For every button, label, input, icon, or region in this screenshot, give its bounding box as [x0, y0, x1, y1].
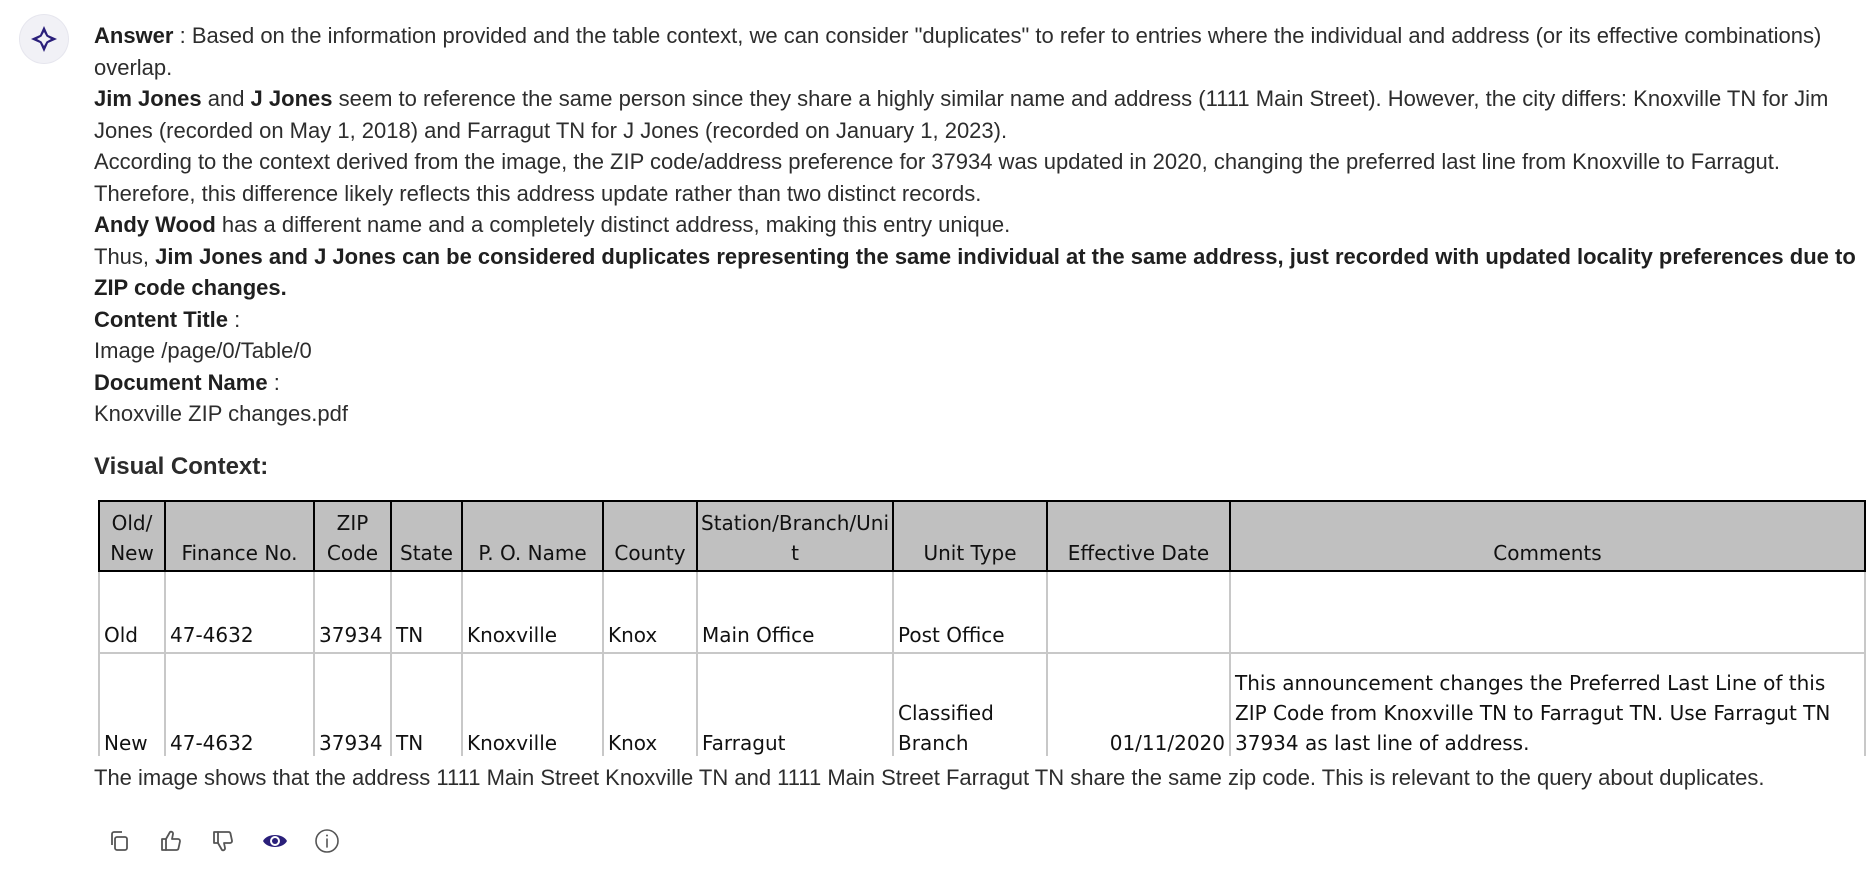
wood-explanation: has a different name and a completely distinct address, making this entry unique. [215, 212, 1011, 237]
dislike-button[interactable] [208, 826, 238, 856]
content-title-sep: : [228, 306, 241, 332]
zip-change-table [98, 500, 1866, 756]
like-button[interactable] [156, 826, 186, 856]
answer-intro-text: : Based on the information provided and the table context, we can consider "duplicates" to refer to entries where the individual and address (or its effective combinations) overlap. [94, 23, 1822, 80]
answer-label: Answer [94, 23, 174, 48]
table-cell: Classified Branch [893, 653, 1047, 756]
document-name-value: Knoxville ZIP changes.pdf [94, 401, 348, 426]
table-row [99, 653, 1865, 756]
answer-conclusion [94, 241, 1869, 304]
conclusion-text: Jim Jones and J Jones can be considered duplicates representing the same individual at the same address, just recorded with updated locality preferences due to ZIP code changes. [94, 243, 1856, 300]
assistant-avatar [20, 15, 68, 63]
visual-context-caption: The image shows that the address 1111 Main Street Knoxville TN and 1111 Main Street Farragut TN share the same zip code. This is relevant to the query about duplicates. [94, 765, 1765, 790]
table-cell: 37934 [314, 571, 391, 653]
table-row [99, 571, 1865, 653]
table-cell [1047, 571, 1230, 653]
table-header-row [99, 501, 1865, 571]
document-name-sep: : [267, 369, 280, 395]
table-cell [1230, 571, 1865, 653]
visual-context-title: Visual Context: [94, 453, 269, 480]
conjunction: and [201, 86, 251, 111]
table-cell: This announcement changes the Preferred Last Line of this ZIP Code from Knoxville TN to Farragut TN. Use Farragut TN 37934 as last line of address. [1230, 653, 1865, 756]
visual-context-image [98, 500, 1866, 756]
info-button[interactable] [312, 826, 342, 856]
table-cell: TN [391, 653, 462, 756]
table-cell: 37934 [314, 653, 391, 756]
table-header-cell: Old/ New [99, 501, 165, 571]
content-title-label: Content Title [94, 306, 229, 332]
table-header-cell: Effective Date [1047, 501, 1230, 571]
name-andy-wood: Andy Wood [94, 212, 216, 237]
info-icon [314, 828, 340, 854]
table-header-cell: Station/Branch/Unit [697, 501, 893, 571]
conclusion-prefix: Thus, [94, 243, 156, 269]
copy-icon [107, 829, 131, 853]
eye-icon [262, 828, 288, 854]
table-cell: TN [391, 571, 462, 653]
document-name-line [94, 367, 1869, 399]
answer-context-paragraph: According to the context derived from the image, the ZIP code/address preference for 37934 was updated in 2020, changing the preferred last line from Knoxville to Farragut. Therefore, this difference likely reflects this address update rather than two distinct records. [94, 149, 1781, 206]
table-header-cell: County [603, 501, 697, 571]
table-header-cell: Finance No. [165, 501, 314, 571]
table-cell: 47-4632 [165, 653, 314, 756]
thumbs-down-icon [211, 829, 235, 853]
table-cell: Knox [603, 571, 697, 653]
table-cell: Knox [603, 653, 697, 756]
table-cell: Main Office [697, 571, 893, 653]
message-actions [104, 826, 342, 856]
assistant-logo-icon [29, 24, 59, 54]
table-header-cell: P. O. Name [462, 501, 603, 571]
table-header-cell: Comments [1230, 501, 1865, 571]
table-header-cell: Unit Type [893, 501, 1047, 571]
name-j-jones: J Jones [250, 86, 333, 111]
table-cell: 01/11/2020 [1047, 653, 1230, 756]
document-name-label: Document Name [94, 369, 268, 395]
name-jim-jones: Jim Jones [94, 86, 202, 111]
table-cell: Knoxville [462, 653, 603, 756]
view-source-button[interactable] [260, 826, 290, 856]
table-header-cell: State [391, 501, 462, 571]
table-cell: 47-4632 [165, 571, 314, 653]
jones-explanation: seem to reference the same person since they share a highly similar name and address (1111 Main Street). However, the city differs: Knoxville TN for Jim Jones (recorded on May 1, 2018) and Farragut TN for J Jones (recorded on January 1, 2023). [94, 86, 1829, 143]
answer-wood-paragraph [94, 209, 1869, 241]
content-title-value: Image /page/0/Table/0 [94, 338, 312, 363]
answer-jones-paragraph [94, 83, 1869, 146]
table-header-cell: ZIP Code [314, 501, 391, 571]
table-cell: Knoxville [462, 571, 603, 653]
answer-intro [94, 20, 1869, 83]
table-cell: Farragut [697, 653, 893, 756]
content-title-line [94, 304, 1869, 336]
thumbs-up-icon [159, 829, 183, 853]
copy-button[interactable] [104, 826, 134, 856]
answer-body [94, 20, 1869, 430]
table-cell: Old [99, 571, 165, 653]
table-cell: Post Office [893, 571, 1047, 653]
table-cell: New [99, 653, 165, 756]
